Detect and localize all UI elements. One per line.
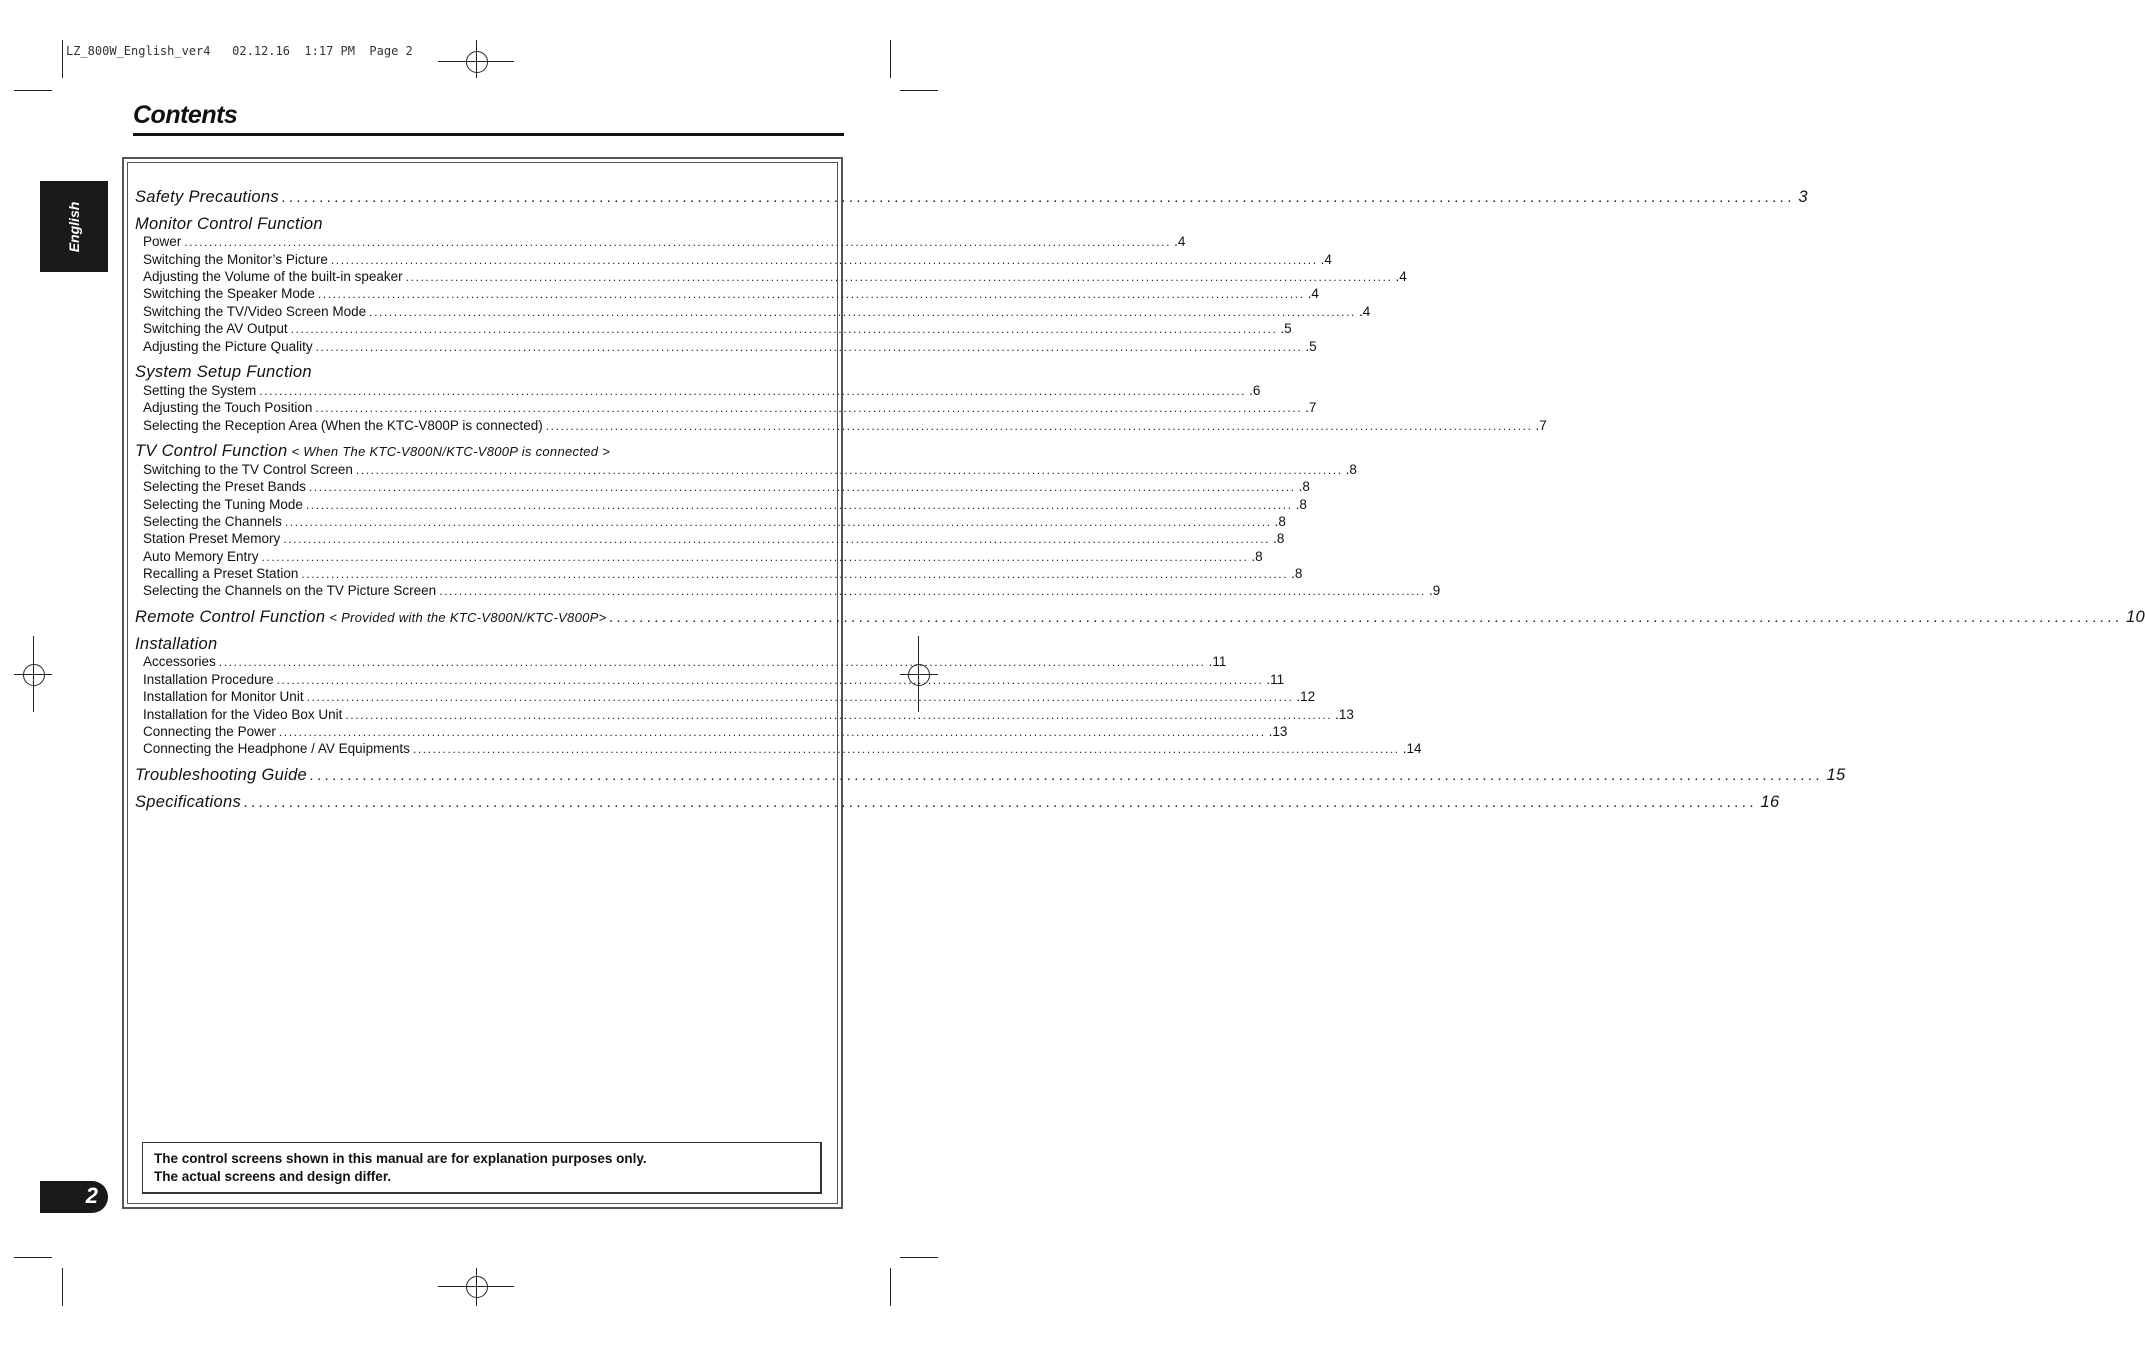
toc-item-touch-position[interactable] <box>143 400 1317 417</box>
toc-item-label: Selecting the Tuning Mode <box>143 497 303 512</box>
toc-item-label: Switching the TV/Video Screen Mode <box>143 304 367 319</box>
toc-heading-note: < When The KTC-V800N/KTC-V800P is connected > <box>291 444 611 459</box>
toc-item-label: Connecting the Power <box>143 724 276 739</box>
toc-page: .4 <box>1395 269 1407 284</box>
toc-item-label: Selecting the Channels <box>143 514 282 529</box>
crop-mark <box>62 40 63 78</box>
toc-page: .4 <box>1320 252 1332 267</box>
toc-heading-label: Installation <box>135 635 218 653</box>
toc-item-label: Adjusting the Touch Position <box>143 400 313 415</box>
toc-page: .13 <box>1268 724 1288 739</box>
dot-leader: ........................................................................................................................................................................................................ <box>317 287 1305 301</box>
toc-item-label: Switching the AV Output <box>143 321 288 336</box>
page-title: Contents <box>133 101 238 129</box>
toc-item-video-box-unit[interactable] <box>143 707 1354 724</box>
toc-item-label: Connecting the Headphone / AV Equipments <box>143 741 410 756</box>
dot-leader: ........................................................................................................................................................................................................ <box>290 322 1278 336</box>
toc-item-picture-quality[interactable] <box>143 339 1317 356</box>
toc-item-label: Switching the Monitor’s Picture <box>143 252 328 267</box>
toc-heading-system[interactable] <box>135 363 812 383</box>
toc-item-tv-control-screen[interactable] <box>143 462 1357 479</box>
toc-item-installation-procedure[interactable] <box>143 672 1285 689</box>
toc-item-monitor-picture[interactable] <box>143 252 1332 269</box>
dot-leader: ........................................................................................................................................................................................................ <box>308 480 1296 494</box>
toc-heading-tv[interactable] <box>135 442 812 462</box>
toc-item-auto-memory[interactable] <box>143 549 1263 566</box>
toc-page: .4 <box>1174 234 1186 249</box>
toc-page: .8 <box>1273 531 1285 546</box>
dot-leader: ........................................................................................................................................................................................................ <box>278 725 1266 739</box>
toc-item-av-output[interactable] <box>143 321 1292 338</box>
registration-mark <box>23 664 45 686</box>
toc-page: .4 <box>1358 304 1371 319</box>
dot-leader: ........................................................................................................................................................................................................ <box>310 767 1824 784</box>
toc-page: 15 <box>1826 766 1846 784</box>
crop-mark <box>62 1268 63 1306</box>
dot-leader: ........................................................................................................................................................................................................ <box>281 189 1796 206</box>
toc-item-tuning-mode[interactable] <box>143 497 1307 514</box>
toc-item-label: Selecting the Channels on the TV Picture Screen <box>143 583 437 598</box>
toc-page: .11 <box>1266 672 1285 687</box>
toc-item-screen-mode[interactable] <box>143 304 1371 321</box>
registration-line <box>476 40 477 78</box>
toc-heading-monitor[interactable] <box>135 215 812 235</box>
crop-mark <box>890 40 891 78</box>
page-number-tab <box>40 1181 108 1213</box>
toc-page: .4 <box>1307 286 1319 301</box>
toc-heading-label: Remote Control Function <box>135 608 326 626</box>
toc-page: 3 <box>1798 188 1808 206</box>
toc-heading-label: Specifications <box>135 793 242 811</box>
toc-page: .8 <box>1345 462 1357 477</box>
toc-heading-label: Troubleshooting Guide <box>135 766 308 784</box>
dot-leader: ........................................................................................................................................................................................................ <box>306 690 1294 704</box>
dot-leader: ........................................................................................................................................................................................................ <box>244 794 1758 811</box>
toc-item-label: Setting the System <box>143 383 257 398</box>
toc-item-setting-system[interactable] <box>143 383 1261 400</box>
dot-leader: ........................................................................................................................................................................................................ <box>261 550 1249 564</box>
toc-page: .7 <box>1305 400 1317 415</box>
toc-item-label: Selecting the Reception Area (When the KTC-V800P is connected) <box>143 418 543 433</box>
crop-mark <box>900 1257 938 1258</box>
toc-item-volume[interactable] <box>143 269 1407 286</box>
toc-heading-label: System Setup Function <box>135 363 312 381</box>
toc-item-label: Installation for the Video Box Unit <box>143 707 343 722</box>
toc-item-headphone-av[interactable] <box>143 741 1422 758</box>
language-tab-label: English <box>66 201 82 252</box>
toc-item-speaker-mode[interactable] <box>143 286 1319 303</box>
toc-page: .11 <box>1208 654 1227 669</box>
toc-page: .8 <box>1295 497 1307 512</box>
dot-leader: ........................................................................................................................................................................................................ <box>305 498 1293 512</box>
crop-mark <box>14 1257 52 1258</box>
toc-heading-installation[interactable] <box>135 635 812 655</box>
toc-item-label: Recalling a Preset Station <box>143 566 299 581</box>
toc-heading-label: Monitor Control Function <box>135 215 323 233</box>
toc-page: .6 <box>1249 383 1261 398</box>
toc-heading-note: < Provided with the KTC-V800N/KTC-V800P> <box>329 610 607 625</box>
toc-page: .5 <box>1305 339 1317 354</box>
toc-item-preset-memory[interactable] <box>143 531 1285 548</box>
toc-page: .7 <box>1535 418 1547 433</box>
registration-mark <box>466 51 488 73</box>
dot-leader: ........................................................................................................................................................................................................ <box>276 673 1264 687</box>
crop-mark <box>900 90 938 91</box>
toc-item-label: Selecting the Preset Bands <box>143 479 306 494</box>
dot-leader: ........................................................................................................................................................................................................ <box>315 340 1303 354</box>
toc-page: .5 <box>1280 321 1292 336</box>
dot-leader: ........................................................................................................................................................................................................ <box>609 609 2124 626</box>
toc-item-label: Station Preset Memory <box>143 531 281 546</box>
disclaimer-line: The actual screens and design differ. <box>154 1169 392 1184</box>
toc-page: 10 <box>2126 608 2145 626</box>
toc-item-channels[interactable] <box>143 514 1286 531</box>
toc-item-preset-bands[interactable] <box>143 479 1310 496</box>
registration-mark <box>466 1276 488 1298</box>
dot-leader: ........................................................................................................................................................................................................ <box>369 305 1356 319</box>
disclaimer-note <box>142 1142 822 1194</box>
title-rule <box>133 133 844 136</box>
dot-leader: ........................................................................................................................................................................................................ <box>259 384 1247 398</box>
toc-page: .8 <box>1274 514 1286 529</box>
toc-page: 16 <box>1760 793 1780 811</box>
toc-page: .8 <box>1298 479 1310 494</box>
toc-item-label: Adjusting the Volume of the built-in speaker <box>143 269 403 284</box>
toc-item-monitor-unit[interactable] <box>143 689 1316 706</box>
registration-line <box>476 1268 477 1306</box>
toc-item-power[interactable] <box>143 234 1186 251</box>
toc-page: .9 <box>1428 583 1441 598</box>
toc-item-channels-picture-screen[interactable] <box>143 583 1441 600</box>
toc-heading-label: Safety Precautions <box>135 188 279 206</box>
dot-leader: ........................................................................................................................................................................................................ <box>355 463 1343 477</box>
toc-item-accessories[interactable] <box>143 654 1227 671</box>
toc-item-label: Auto Memory Entry <box>143 549 259 564</box>
toc-page: .14 <box>1402 741 1422 756</box>
toc-page: .8 <box>1251 549 1263 564</box>
page-number: 2 <box>85 1183 98 1208</box>
toc-heading-troubleshooting[interactable] <box>135 766 1846 786</box>
toc-page: .13 <box>1335 707 1354 722</box>
language-tab <box>40 181 108 272</box>
toc-page: .12 <box>1296 689 1316 704</box>
crop-mark <box>14 90 52 91</box>
dot-leader: ........................................................................................................................................................................................................ <box>330 253 1318 267</box>
toc-item-label: Power <box>143 234 182 249</box>
toc-item-label: Installation for Monitor Unit <box>143 689 304 704</box>
dot-leader: ........................................................................................................................................................................................................ <box>345 708 1333 722</box>
toc-item-label: Switching the Speaker Mode <box>143 286 315 301</box>
print-slug: LZ_800W_English_ver4 02.12.16 1:17 PM Page 2 <box>66 44 413 58</box>
dot-leader: ........................................................................................................................................................................................................ <box>184 235 1172 249</box>
registration-line <box>33 636 34 712</box>
toc-item-label: Switching to the TV Control Screen <box>143 462 353 477</box>
dot-leader: ........................................................................................................................................................................................................ <box>439 584 1426 598</box>
toc-item-reception-area[interactable] <box>143 418 1547 435</box>
toc-item-label: Adjusting the Picture Quality <box>143 339 313 354</box>
toc-item-label: Installation Procedure <box>143 672 274 687</box>
crop-mark <box>890 1268 891 1306</box>
dot-leader: ........................................................................................................................................................................................................ <box>218 655 1206 669</box>
toc-page: .8 <box>1291 566 1303 581</box>
disclaimer-line: The control screens shown in this manual are for explanation purposes only. <box>154 1151 647 1166</box>
dot-leader: ........................................................................................................................................................................................................ <box>315 401 1303 415</box>
dot-leader: ........................................................................................................................................................................................................ <box>412 742 1400 756</box>
toc-item-recalling-preset[interactable] <box>143 566 1303 583</box>
toc-heading-label: TV Control Function <box>135 442 288 460</box>
dot-leader: ........................................................................................................................................................................................................ <box>283 532 1271 546</box>
dot-leader: ........................................................................................................................................................................................................ <box>301 567 1289 581</box>
toc-heading-specifications[interactable] <box>135 793 1780 813</box>
dot-leader: ........................................................................................................................................................................................................ <box>545 419 1533 433</box>
toc-heading-remote[interactable] <box>135 608 2145 628</box>
toc-item-connecting-power[interactable] <box>143 724 1288 741</box>
toc-heading-safety[interactable] <box>135 188 1808 208</box>
dot-leader: ........................................................................................................................................................................................................ <box>405 270 1393 284</box>
toc-item-label: Accessories <box>143 654 216 669</box>
dot-leader: ........................................................................................................................................................................................................ <box>284 515 1272 529</box>
